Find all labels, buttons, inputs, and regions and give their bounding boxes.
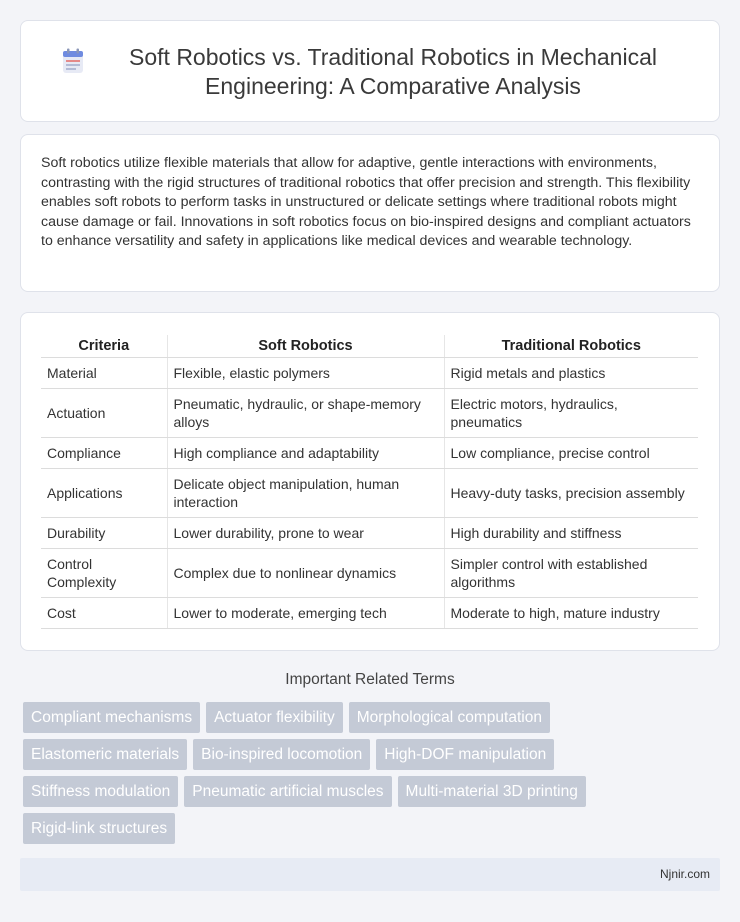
- related-term-tag[interactable]: Stiffness modulation: [23, 776, 178, 807]
- traditional-cell: High durability and stiffness: [444, 517, 698, 548]
- related-term-tag[interactable]: Bio-inspired locomotion: [193, 739, 370, 770]
- traditional-cell: Simpler control with established algorithms: [444, 548, 698, 597]
- footer-site-link[interactable]: Njnir.com: [659, 867, 710, 881]
- header-traditional-robotics: Traditional Robotics: [444, 335, 698, 357]
- summary-paragraph: Soft robotics utilize flexible materials that allow for adaptive, gentle interactions with environments, contrasting with the rigid structures of traditional robotics that offer precision and strength. This flexibility enables soft robots to perform tasks in unstructured or delicate settings where traditional robots might cause damage or fail. Innovations in soft robotics focus on bio-inspired designs and compliant actuators to enhance versatility and safety in applications like medical devices and wearable technology.: [41, 155, 691, 250]
- table-row: [41, 437, 698, 468]
- soft-cell: Flexible, elastic polymers: [167, 357, 444, 388]
- table-header-row: [41, 335, 698, 357]
- criteria-cell: Material: [41, 357, 167, 388]
- soft-cell: Pneumatic, hydraulic, or shape-memory alloys: [167, 388, 444, 437]
- related-term-tag[interactable]: Compliant mechanisms: [23, 702, 200, 733]
- soft-cell: Lower durability, prone to wear: [167, 517, 444, 548]
- comparison-table-card: [20, 312, 720, 651]
- criteria-cell: Compliance: [41, 437, 167, 468]
- criteria-cell: Durability: [41, 517, 167, 548]
- table-row: [41, 388, 698, 437]
- traditional-cell: Low compliance, precise control: [444, 437, 698, 468]
- related-term-tag[interactable]: Morphological computation: [349, 702, 550, 733]
- related-term-tag[interactable]: High-DOF manipulation: [376, 739, 554, 770]
- criteria-cell: Applications: [41, 468, 167, 517]
- related-terms-list: [23, 702, 703, 850]
- table-row: [41, 597, 698, 628]
- related-term-tag[interactable]: Pneumatic artificial muscles: [184, 776, 391, 807]
- traditional-cell: Heavy-duty tasks, precision assembly: [444, 468, 698, 517]
- title-card: [20, 20, 720, 122]
- related-terms-heading: Important Related Terms: [285, 671, 455, 688]
- table-row: [41, 548, 698, 597]
- traditional-cell: Moderate to high, mature industry: [444, 597, 698, 628]
- comparison-table: [41, 335, 698, 629]
- related-term-tag[interactable]: Elastomeric materials: [23, 739, 187, 770]
- criteria-cell: Actuation: [41, 388, 167, 437]
- table-row: [41, 357, 698, 388]
- table-row: [41, 517, 698, 548]
- soft-cell: Delicate object manipulation, human interaction: [167, 468, 444, 517]
- summary-card: [20, 134, 720, 292]
- criteria-cell: Control Complexity: [41, 548, 167, 597]
- footer: [20, 858, 720, 891]
- related-term-tag[interactable]: Multi-material 3D printing: [398, 776, 586, 807]
- header-criteria: Criteria: [41, 335, 167, 357]
- document-icon: [61, 48, 85, 74]
- traditional-cell: Electric motors, hydraulics, pneumatics: [444, 388, 698, 437]
- soft-cell: Complex due to nonlinear dynamics: [167, 548, 444, 597]
- table-row: [41, 468, 698, 517]
- soft-cell: High compliance and adaptability: [167, 437, 444, 468]
- header-soft-robotics: Soft Robotics: [167, 335, 444, 357]
- criteria-cell: Cost: [41, 597, 167, 628]
- related-term-tag[interactable]: Actuator flexibility: [206, 702, 343, 733]
- traditional-cell: Rigid metals and plastics: [444, 357, 698, 388]
- related-term-tag[interactable]: Rigid-link structures: [23, 813, 175, 844]
- soft-cell: Lower to moderate, emerging tech: [167, 597, 444, 628]
- page-title: Soft Robotics vs. Traditional Robotics in Mechanical Engineering: A Comparative Analysis: [129, 44, 657, 99]
